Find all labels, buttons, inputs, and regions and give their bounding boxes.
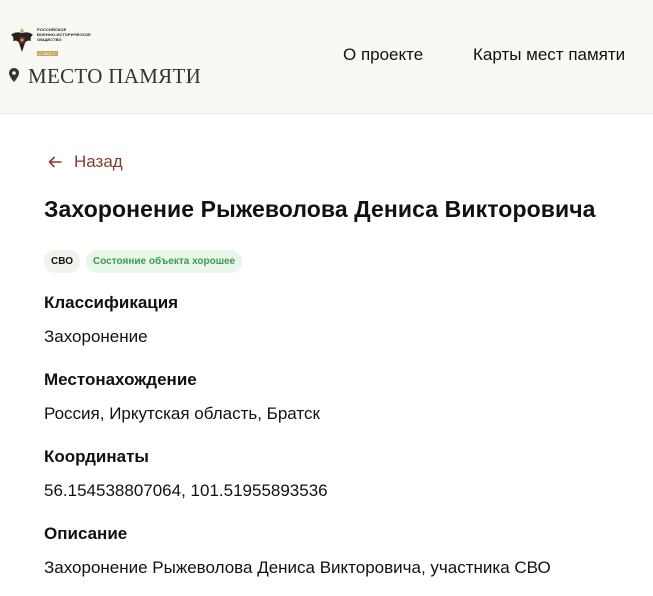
category-badge: СВО bbox=[44, 250, 80, 273]
coordinates-label: Координаты bbox=[44, 447, 149, 466]
site-header bbox=[0, 0, 653, 114]
nav-link-about[interactable]: О проекте bbox=[343, 45, 424, 64]
page-title: Захоронение Рыжеволова Дениса Викторовича bbox=[44, 196, 596, 222]
description-value: Захоронение Рыжеволова Дениса Викторовича, участника СВО bbox=[44, 558, 551, 577]
status-badge: Состояние объекта хорошее bbox=[86, 250, 242, 273]
badge-row bbox=[44, 250, 242, 273]
org-name-line: ВОЕННО-ИСТОРИЧЕСКОЕ bbox=[37, 32, 91, 37]
arrow-left-icon bbox=[48, 156, 62, 168]
org-name-line: РОССИЙСКОЕ bbox=[37, 27, 67, 32]
classification-value: Захоронение bbox=[44, 327, 148, 346]
description-label: Описание bbox=[44, 524, 128, 543]
nav-link-memorial-maps[interactable]: Карты мест памяти bbox=[473, 45, 626, 64]
back-label: Назад bbox=[74, 152, 123, 171]
back-button[interactable] bbox=[48, 152, 123, 172]
map-pin-icon bbox=[9, 68, 19, 82]
org-founded-badge: С 1907 Г. bbox=[39, 51, 56, 56]
location-label: Местонахождение bbox=[44, 370, 197, 389]
org-name-line: ОБЩЕСТВО bbox=[37, 37, 62, 42]
classification-label: Классификация bbox=[44, 293, 179, 312]
double-headed-eagle-icon[interactable] bbox=[10, 26, 34, 54]
site-title[interactable]: МЕСТО ПАМЯТИ bbox=[28, 64, 202, 88]
location-value: Россия, Иркутская область, Братск bbox=[44, 404, 320, 423]
coordinates-value: 56.154538807064, 101.51955893536 bbox=[44, 481, 328, 500]
org-logo-text[interactable] bbox=[37, 27, 97, 60]
